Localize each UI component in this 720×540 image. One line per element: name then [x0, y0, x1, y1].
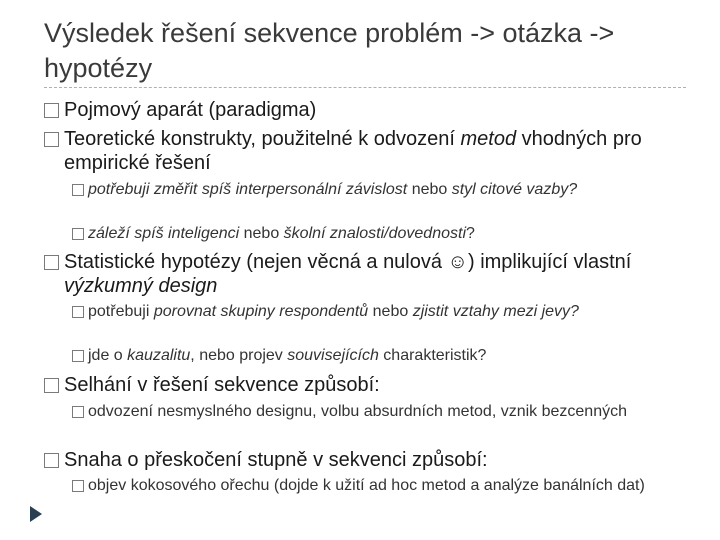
- checkbox-bullet-icon: [72, 184, 84, 196]
- sub-bullet-text: [88, 477, 645, 494]
- bullet-text: [64, 374, 380, 396]
- text-run: potřebuji změřit spíš: [88, 181, 236, 198]
- slide-title: Výsledek řešení sekvence problém -> otázka -> hypotézy: [44, 18, 615, 83]
- bullet-text: [64, 449, 488, 471]
- sub-bullet-item: [88, 476, 698, 495]
- sub-bullet-item: [88, 346, 698, 365]
- checkbox-bullet-icon: [44, 378, 59, 393]
- sub-bullet-item: [88, 180, 698, 199]
- text-run: Teoretické konstrukty, použitelné k odvození: [64, 128, 461, 150]
- text-run: charakteristik?: [378, 347, 487, 364]
- text-run: interpersonální závislost: [235, 181, 408, 198]
- checkbox-bullet-icon: [72, 350, 84, 362]
- text-run: Statistické hypotézy (nejen věcná a nulová ☺) implikující vlastní: [64, 251, 632, 273]
- text-run: objev kokosového ořechu (dojde k užití ad hoc metod a analýze banálních dat): [88, 477, 645, 494]
- text-run: styl citové vazby?: [451, 181, 578, 198]
- title-divider: [44, 87, 686, 88]
- bullet-text: [64, 128, 642, 174]
- text-run: jde o: [88, 347, 128, 364]
- sub-bullet-item: [88, 402, 698, 421]
- text-run: kauzalitu: [127, 347, 191, 364]
- sub-bullet-text: [88, 347, 486, 364]
- bullet-text: [64, 251, 631, 297]
- bullet-item: [64, 373, 704, 397]
- text-run: potřebuji: [88, 303, 154, 320]
- sub-bullet-text: [88, 181, 577, 198]
- slide-nav-arrow-icon[interactable]: [29, 505, 43, 523]
- bullet-item: [64, 127, 704, 175]
- text-run: záleží spíš: [88, 225, 169, 242]
- checkbox-bullet-icon: [72, 306, 84, 318]
- text-run: nebo: [407, 181, 452, 198]
- bullet-item: [64, 250, 704, 298]
- text-run: , nebo projev: [190, 347, 288, 364]
- text-run: zjistit vztahy mezi jevy?: [412, 303, 579, 320]
- text-run: porovnat skupiny respondentů: [153, 303, 369, 320]
- text-run: výzkumný design: [64, 275, 218, 297]
- text-run: nebo: [239, 225, 284, 242]
- sub-bullet-text: [88, 403, 627, 420]
- text-run: Selhání v řešení sekvence způsobí:: [64, 374, 380, 396]
- text-run: souvisejících: [287, 347, 379, 364]
- text-run: metod: [460, 128, 517, 150]
- text-run: Snaha o přeskočení stupně v sekvenci způsobí:: [64, 449, 488, 471]
- checkbox-bullet-icon: [44, 103, 59, 118]
- text-run: ?: [466, 225, 475, 242]
- checkbox-bullet-icon: [72, 228, 84, 240]
- sub-bullet-item: [88, 224, 698, 243]
- checkbox-bullet-icon: [44, 453, 59, 468]
- sub-bullet-item: [88, 302, 698, 321]
- sub-bullet-text: [88, 225, 475, 242]
- text-run: nebo: [368, 303, 413, 320]
- text-run: školní znalosti/dovednosti: [283, 225, 466, 242]
- text-run: Pojmový aparát (paradigma): [64, 99, 317, 121]
- checkbox-bullet-icon: [72, 480, 84, 492]
- checkbox-bullet-icon: [44, 255, 59, 270]
- sub-bullet-text: [88, 303, 579, 320]
- text-run: vhodných pro empirické řešení: [64, 128, 642, 174]
- bullet-text: [64, 99, 316, 121]
- bullet-item: [64, 448, 704, 472]
- checkbox-bullet-icon: [44, 132, 59, 147]
- checkbox-bullet-icon: [72, 406, 84, 418]
- text-run: inteligenci: [168, 225, 240, 242]
- text-run: odvození nesmyslného designu, volbu absurdních metod, vznik bezcenných: [88, 403, 627, 420]
- bullet-item: [64, 98, 704, 122]
